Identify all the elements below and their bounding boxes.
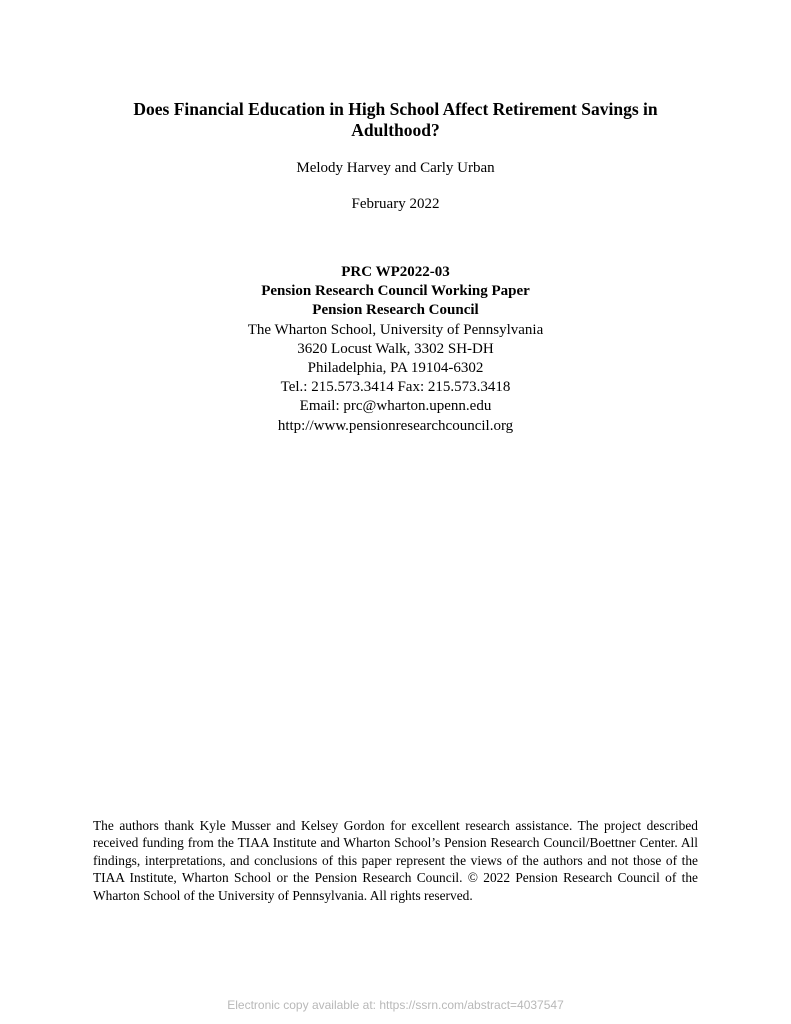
ssrn-watermark: Electronic copy available at: https://ssrn.com/abstract=4037547 <box>227 998 564 1012</box>
working-paper-number: PRC WP2022-03 <box>341 264 450 280</box>
publisher-name: Pension Research Council <box>312 302 479 319</box>
paper-title: Does Financial Education in High School Affect Retirement Savings in Adulthood? <box>133 99 658 140</box>
address-city: Philadelphia, PA 19104-6302 <box>307 360 484 377</box>
phone-fax: Tel.: 215.573.3414 Fax: 215.573.3418 <box>280 379 511 396</box>
working-paper-info <box>0 263 791 436</box>
working-paper-series: Pension Research Council Working Paper <box>261 283 530 300</box>
paper-date: February 2022 <box>351 196 440 212</box>
website-url: http://www.pensionresearchcouncil.org <box>277 417 514 434</box>
paper-authors: Melody Harvey and Carly Urban <box>296 160 495 176</box>
address-street: 3620 Locust Walk, 3302 SH-DH <box>297 340 494 357</box>
contact-email: Email: prc@wharton.upenn.edu <box>299 398 492 415</box>
acknowledgement-paragraph: The authors thank Kyle Musser and Kelsey Gordon for excellent research assistance. The project described received funding from the TIAA Institute and Wharton School’s Pension Research Council/Boettner Center. All findings, interpretations, and conclusions of this paper represent the views of the authors and not those of the TIAA Institute, Wharton School or the Pension Research Council. © 2022 Pension Research Council of the Wharton School of the University of Pennsylvania. All rights reserved. <box>93 818 698 903</box>
institution-name: The Wharton School, University of Pennsylvania <box>247 321 544 338</box>
